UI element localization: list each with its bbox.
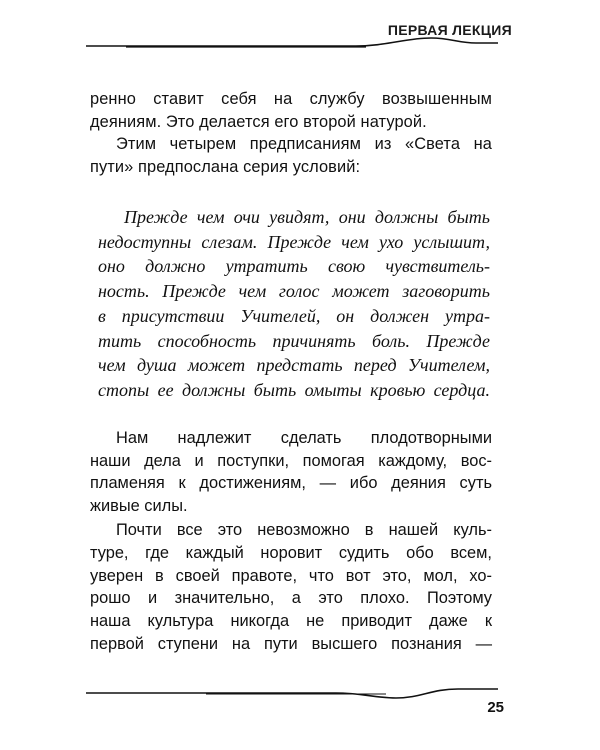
quote-line: оно должно утратить свою чувствитель- xyxy=(98,256,490,277)
paragraph-culture xyxy=(90,519,492,656)
text-line: туре, где каждый норовит судить обо всем, xyxy=(90,543,492,562)
text-line: пламеняя к достижениям, — ибо деяния суть xyxy=(90,474,492,492)
quote-line: ность. Прежде чем голос может заговорить xyxy=(98,281,490,302)
paragraph-continuation xyxy=(90,88,492,178)
text-line: рошо и значительно, а это плохо. Поэтому xyxy=(90,589,492,608)
text-line: деяниям. Это делается его второй натурой. xyxy=(90,112,427,131)
page-number: 25 xyxy=(487,699,504,716)
running-head-title: ПЕРВАЯ ЛЕКЦИЯ xyxy=(387,22,512,38)
text-line: Этим четырем предписаниям из «Света на xyxy=(116,135,492,153)
text-line: ренно ставит себя на службу возвышенным xyxy=(90,90,492,108)
text-line: уверен в своей правоте, что вот это, мол, хо- xyxy=(90,566,492,585)
text-line: первой ступени на пути высшего познания — xyxy=(90,634,492,653)
text-line: наша культура никогда не приводит даже к xyxy=(90,612,492,631)
quote-line: тить способность причинять боль. Прежде xyxy=(98,330,490,351)
footer-ornamental-rule xyxy=(86,684,498,702)
text-line: наши дела и поступки, помогая каждому, вос- xyxy=(90,451,492,470)
quote-line: Прежде чем очи увидят, они должны быть xyxy=(124,207,490,227)
text-line: живые силы. xyxy=(90,496,188,515)
quote-line: стопы ее должны быть омыты кровью сердца. xyxy=(98,379,490,400)
text-line: Нам надлежит сделать плодотворными xyxy=(116,429,492,447)
paragraph-deeds xyxy=(90,427,492,517)
text-line: пути» предпослана серия условий: xyxy=(90,157,361,176)
quote-line: в присутствии Учителей, он должен утра- xyxy=(98,305,490,326)
quote-line: чем душа может предстать перед Учителем, xyxy=(98,355,490,376)
header-ornamental-rule xyxy=(86,34,498,52)
text-line: Почти все это невозможно в нашей куль- xyxy=(116,521,492,539)
italic-quote xyxy=(98,205,490,403)
quote-line: недоступны слезам. Прежде чем ухо услышит, xyxy=(98,231,490,252)
